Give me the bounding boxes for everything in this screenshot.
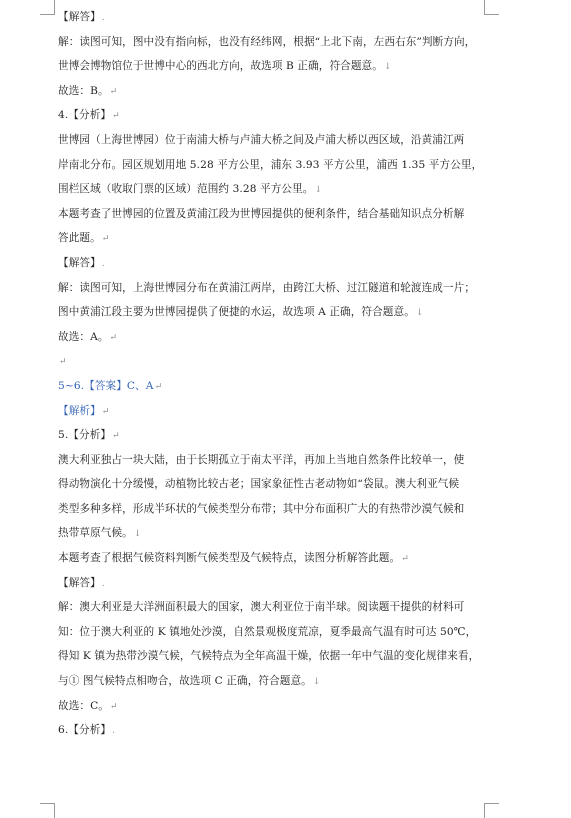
line-text: 【解答】 (58, 256, 101, 269)
text-line (58, 497, 486, 522)
paragraph-mark-icon: ↵ (59, 357, 67, 368)
paragraph-mark-icon: ↓ (314, 185, 323, 196)
line-text: 本题考查了世博园的位置及黄浦江段为世博园提供的便利条件，结合基础知识点分析解 (58, 207, 465, 220)
paragraph-mark-icon: ↓ (415, 308, 424, 319)
line-text: 【解析】 (58, 404, 101, 417)
line-text: 故选：C。 (58, 699, 109, 712)
crop-mark-bottom-right (484, 803, 499, 818)
paragraph-mark-icon: ↵ (109, 332, 118, 343)
paragraph-mark-icon: . (101, 13, 105, 23)
text-line (58, 472, 486, 497)
text-line (58, 521, 486, 546)
crop-mark-bottom-left (40, 803, 55, 818)
line-text: 类型多种多样，形成半环状的气候类型分布带；其中分布面积广大的有热带沙漠气候和 (58, 502, 465, 515)
paragraph-mark-icon: ↵ (401, 554, 409, 565)
text-line (58, 349, 486, 374)
text-line (58, 226, 486, 251)
line-text: 5~6.【答案】C、A (58, 379, 154, 392)
text-line (58, 153, 486, 178)
text-line (58, 374, 486, 399)
document-body (58, 5, 486, 743)
line-text: 热带草原气候。 (58, 527, 133, 540)
text-line (58, 694, 486, 719)
text-line (58, 128, 486, 153)
crop-mark-top-left (40, 0, 55, 15)
text-line (58, 177, 486, 202)
line-text: 解：读图可知，上海世博园分布在黄浦江两岸，由跨江大桥、过江隧道和轮渡连成一片； (58, 281, 476, 294)
line-text: 本题考查了根据气候资料判断气候类型及气候特点，读图分析解答此题。 (58, 552, 401, 565)
text-line (58, 54, 486, 79)
text-line (58, 399, 486, 424)
text-line (58, 595, 486, 620)
paragraph-mark-icon: ↵ (101, 234, 110, 245)
line-text: 知：位于澳大利亚的 K 镇地处沙漠，自然景观极度荒凉，夏季最高气温有时可达 50℃， (58, 625, 477, 638)
line-text: 世博会博物馆位于世博中心的西北方向，故选项 B 正确，符合题意。 (58, 60, 383, 73)
line-text: 解：澳大利亚是大洋洲面积最大的国家，澳大利亚位于南半球。阅读题干提供的材料可 (58, 601, 465, 614)
line-text: 得知 K 镇为热带沙漠气候，气候特点为全年高温干燥，依据一年中气温的变化规律来看， (58, 650, 480, 663)
text-line (58, 546, 486, 571)
paragraph-mark-icon: ↓ (312, 677, 321, 688)
paragraph-mark-icon: ↵ (154, 381, 163, 392)
text-line (58, 620, 486, 645)
text-line (58, 5, 486, 30)
paragraph-mark-icon: . (101, 578, 105, 589)
line-text: 故选：A。 (58, 330, 109, 343)
paragraph-mark-icon: ↵ (112, 111, 120, 122)
text-line (58, 202, 486, 227)
text-line (58, 571, 486, 596)
paragraph-mark-icon: ↵ (101, 406, 110, 417)
line-text: 6.【分析】 (58, 724, 112, 737)
paragraph-mark-icon: . (101, 258, 105, 269)
line-text: 与① 图气候特点相吻合，故选项 C 正确，符合题意。 (58, 675, 312, 688)
text-line (58, 30, 486, 55)
paragraph-mark-icon: . (112, 726, 116, 737)
text-line (58, 669, 486, 694)
line-text: 解：读图可知，图中没有指向标，也没有经纬网，根据“上北下南，左西右东”判断方向， (58, 35, 476, 48)
line-text: 5.【分析】 (58, 429, 112, 442)
line-text: 图中黄浦江段主要为世博园提供了便捷的水运，故选项 A 正确，符合题意。 (58, 306, 415, 319)
line-text: 【解答】 (58, 11, 101, 23)
paragraph-mark-icon: ↓ (133, 529, 142, 540)
paragraph-mark-icon: ↓ (383, 62, 392, 73)
text-line (58, 325, 486, 350)
line-text: 围栏区域（收取门票的区域）范围约 3.28 平方公里。 (58, 183, 314, 196)
text-line (58, 718, 486, 743)
text-line (58, 448, 486, 473)
line-text: 故选：B。 (58, 84, 109, 97)
text-line (58, 300, 486, 325)
line-text: 澳大利亚独占一块大陆，由于长期孤立于南太平洋，再加上当地自然条件比较单一，使 (58, 453, 465, 466)
paragraph-mark-icon: ↵ (112, 431, 120, 442)
line-text: 岸南北分布。园区规划用地 5.28 平方公里，浦东 3.93 平方公里，浦西 1.35 平方公里， (58, 158, 483, 171)
line-text: 得动物演化十分缓慢，动植物比较古老；国家象征性古老动物如“袋鼠。澳大利亚气候 (58, 478, 460, 491)
paragraph-mark-icon: ↵ (109, 86, 118, 97)
text-line (58, 276, 486, 301)
text-line (58, 103, 486, 128)
paragraph-mark-icon: ↵ (109, 701, 118, 712)
line-text: 答此题。 (58, 232, 101, 245)
text-line (58, 79, 486, 104)
text-line (58, 423, 486, 448)
text-line (58, 251, 486, 276)
line-text: 世博园（上海世博园）位于南浦大桥与卢浦大桥之间及卢浦大桥以西区域，沿黄浦江两 (58, 133, 465, 146)
text-line (58, 644, 486, 669)
line-text: 【解答】 (58, 576, 101, 589)
crop-mark-top-right (484, 0, 499, 15)
line-text: 4.【分析】 (58, 109, 112, 122)
